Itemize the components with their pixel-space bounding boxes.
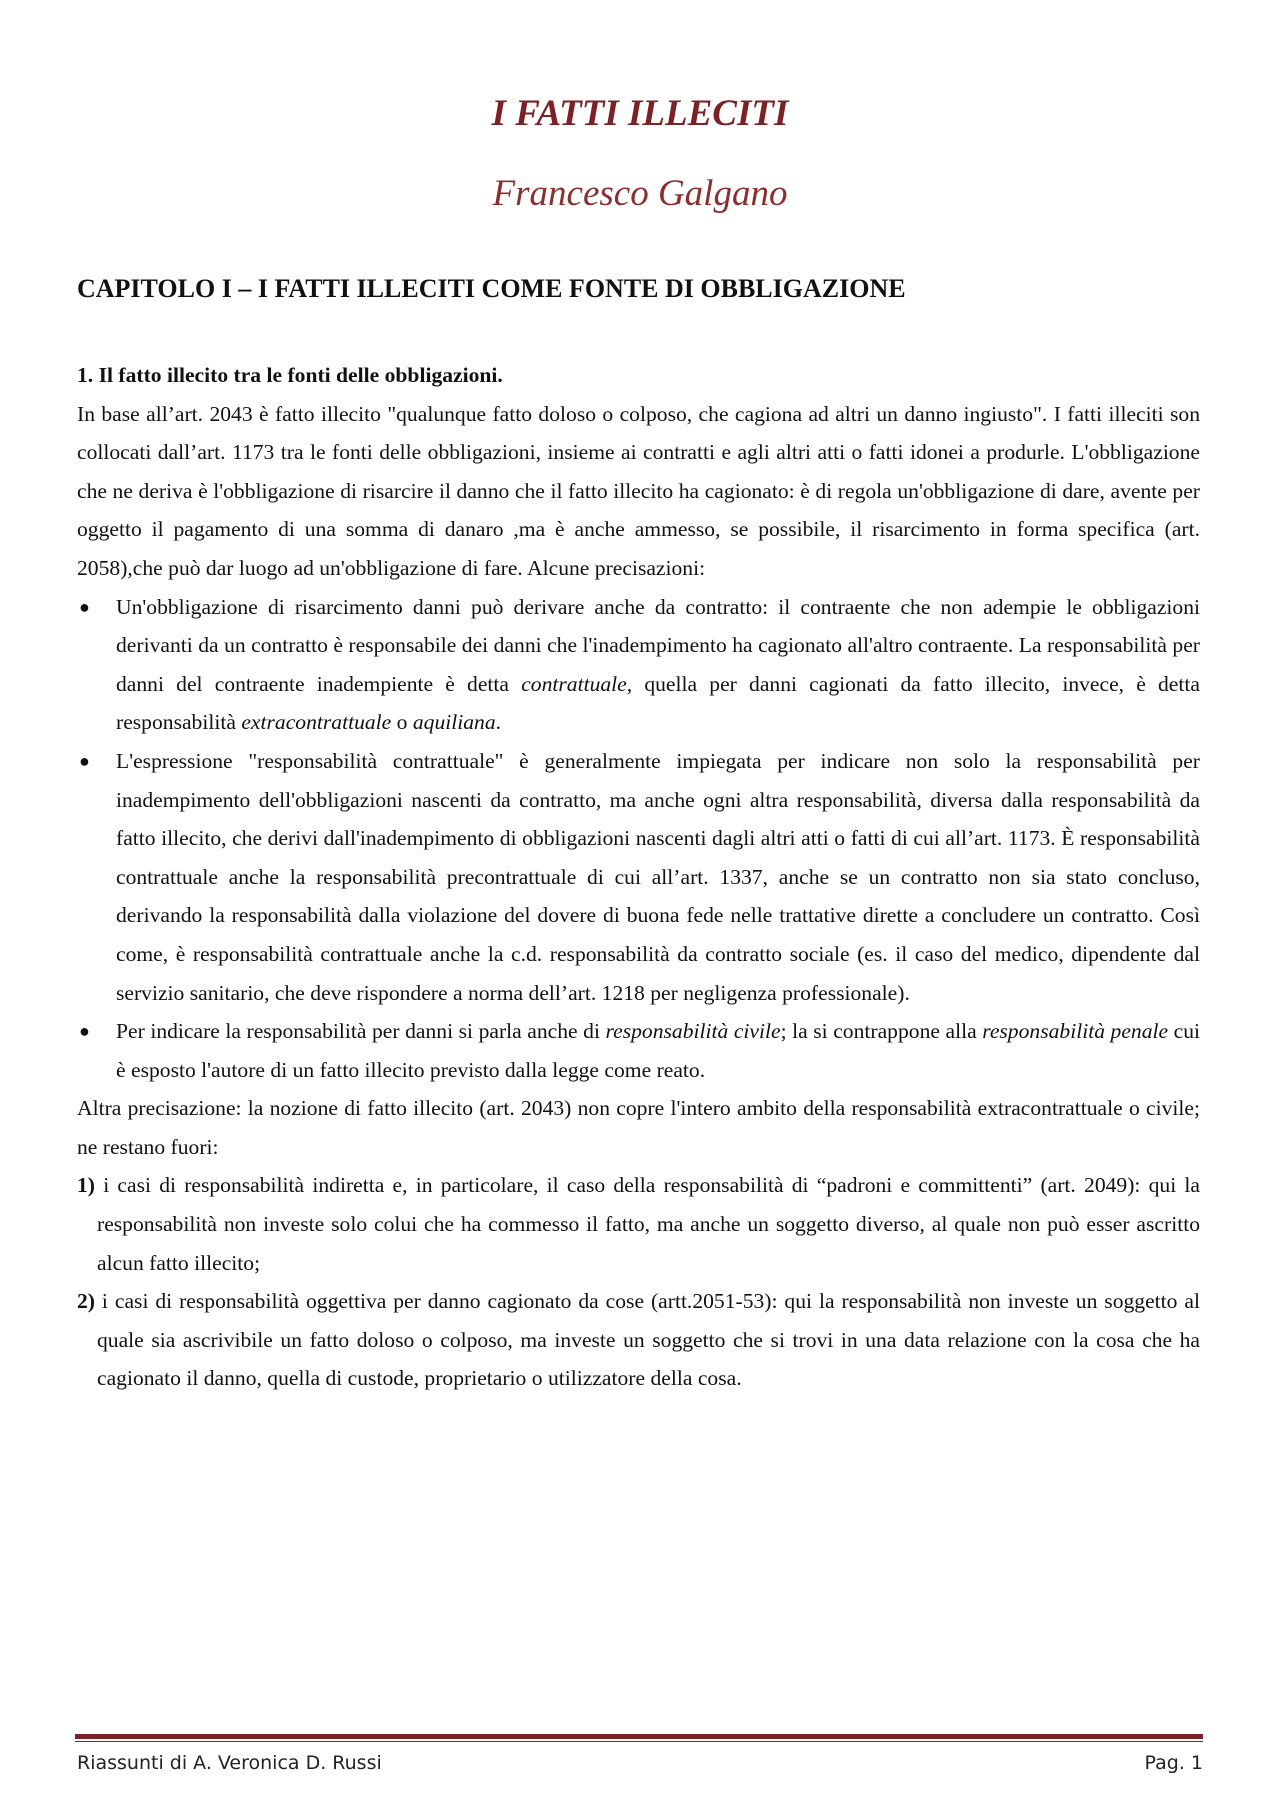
bullet-icon: ●: [79, 596, 90, 617]
document-title: I FATTI ILLECITI: [491, 93, 789, 134]
closing-paragraph: Altra precisazione: la nozione di fatto illecito (art. 2043) non copre l'intero ambito della responsabilità extracontrattuale o civile; ne restano fuori:: [77, 1096, 1200, 1159]
bullet-icon: ●: [79, 1021, 90, 1042]
emphasis-text: responsabilità penale: [982, 1019, 1169, 1044]
bullet-icon: ●: [79, 750, 90, 771]
document-author: Francesco Galgano: [492, 173, 788, 214]
emphasis-text: contrattuale: [521, 671, 627, 696]
bullet-text: .: [495, 710, 502, 735]
case-text: i casi di responsabilità oggettiva per danno cagionato da cose (artt.2051-53): qui la responsabilità non investe un soggetto al quale sia ascrivibile un fatto doloso o colposo, ma investe un soggetto che si trovi in una data relazione con la cosa che ha cagionato il danno, quella di custode, proprietario o utilizzatore della cosa.: [95, 1289, 1200, 1391]
bullet-text: L'espressione "responsabilità contrattuale" è generalmente impiegata per indicare non solo la responsabilità per inadempimento dell'obbligazioni nascenti da contratto, ma anche ogni altra responsabilità, diversa dalla responsabilità da fatto illecito, che derivi dall'inadempimento di obbligazioni nascenti dagli altri atti o fatti di cui all’art. 1173. È responsabilità contrattuale anche la responsabilità precontrattuale di cui all’art. 1337, anche se un contratto non sia stato concluso, derivando la responsabilità dalla violazione del dovere di buona fede nelle trattative dirette a concludere un contratto. Così come, è responsabilità contrattuale anche la c.d. responsabilità da contratto sociale (es. il caso del medico, dipendente dal servizio sanitario, che deve rispondere a norma dell’art. 1218 per negligenza professionale).: [116, 748, 1200, 1005]
list-item: [77, 1166, 1200, 1282]
chapter-title: CAPITOLO I – I FATTI ILLECITI COME FONTE DI OBBLIGAZIONE: [77, 274, 906, 303]
bullet-text: o: [391, 710, 413, 735]
bullet-text: , quella per danni cagionati da fatto illecito, invece, è detta responsabilità: [116, 671, 1200, 735]
list-item: [77, 742, 1200, 1012]
bullet-text: cui è esposto l'autore di un fatto illecito previsto dalla legge come reato.: [116, 1019, 1201, 1082]
bullet-text: Un'obbligazione di risarcimento danni può derivare anche da contratto: il contraente che non adempie le obbligazioni derivanti da un contratto è responsabile dei danni che l'inadempimento ha cagionato all'altro contraente. La responsabilità per danni del contraente inadempiente è detta: [116, 594, 1200, 696]
emphasis-text: aquiliana: [412, 710, 496, 735]
page-number: Pag. 1: [1144, 1752, 1203, 1774]
footer-divider-thin: [75, 1741, 1203, 1742]
footer-author: Riassunti di A. Veronica D. Russi: [77, 1752, 382, 1774]
intro-paragraph: In base all’art. 2043 è fatto illecito "qualunque fatto doloso o colposo, che cagiona ad altri un danno ingiusto". I fatti illeciti son collocati dall’art. 1173 tra le fonti delle obbligazioni, insieme ai contratti e agli altri atti o fatti idonei a produrle. L'obbligazione che ne deriva è l'obbligazione di risarcire il danno che il fatto illecito ha cagionato: è di regola un'obbligazione di dare, avente per oggetto il pagamento di una somma di danaro ,ma è anche ammesso, se possibile, il risarcimento in forma specifica (art. 2058),che può dar luogo ad un'obbligazione di fare. Alcune precisazioni:: [77, 401, 1200, 580]
bullet-text: Per indicare la responsabilità per danni si parla anche di: [116, 1019, 606, 1044]
case-text: i casi di responsabilità indiretta e, in particolare, il caso della responsabilità di “padroni e committenti” (art. 2049): qui la responsabilità non investe solo colui che ha commesso il fatto, ma anche un soggetto diverso, al quale non può esser ascritto alcun fatto illecito;: [95, 1173, 1200, 1275]
footer-divider: [75, 1734, 1203, 1739]
emphasis-text: extracontrattuale: [241, 710, 392, 735]
main-content: [77, 356, 1200, 1398]
precisazioni-list: [77, 588, 1200, 1090]
list-item: [77, 588, 1200, 742]
list-item: [77, 1012, 1200, 1089]
cases-list: [77, 1166, 1200, 1398]
list-item: [77, 1282, 1200, 1398]
case-number: 2): [77, 1289, 95, 1314]
emphasis-text: responsabilità civile: [605, 1019, 781, 1044]
bullet-text: ; la si contrappone alla: [780, 1019, 983, 1044]
case-number: 1): [77, 1173, 95, 1198]
section-heading: 1. Il fatto illecito tra le fonti delle obbligazioni.: [77, 363, 503, 387]
